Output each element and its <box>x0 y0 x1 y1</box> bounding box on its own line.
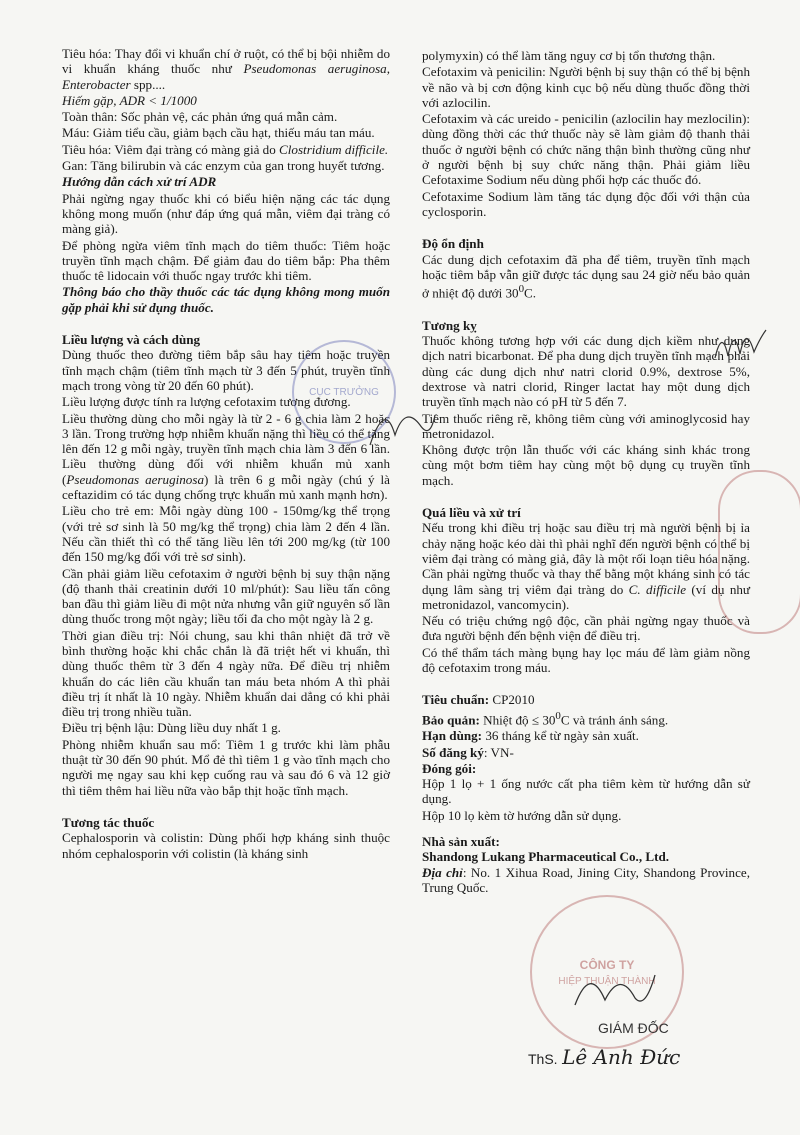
paragraph: Cefotaxim và các ureido - penicilin (azlocilin hay mezlocilin): dùng đồng thời các thứ thuốc này sẽ làm giảm độ thanh thải thuốc ở người bệnh có chức năng thận bình thường cũng như ở người bệnh bị suy chức năng thận. Phải giảm liều Cefotaxime Sodium nếu dùng phối hợp các thuốc đó. <box>422 111 750 188</box>
paragraph: Tiêu hóa: Thay đổi vi khuẩn chí ở ruột, có thể bị bội nhiễm do vi khuẩn kháng thuốc như Pseudomonas aeruginosa, Enterobacter spp.... <box>62 46 390 92</box>
paragraph: Không được trộn lẫn thuốc với các kháng sinh khác trong cùng một bơm tiêm hay cùng một bộ dụng cụ truyền tĩnh mạch. <box>422 442 750 488</box>
registration-line: Số đăng ký: VN- <box>422 744 514 760</box>
manufacturer-address: Địa chỉ: No. 1 Xihua Road, Jining City, Shandong Province, Trung Quốc. <box>422 864 750 895</box>
manufacturer-name: Shandong Lukang Pharmaceutical Co., Ltd. <box>422 849 670 865</box>
paragraph: Hộp 10 lọ kèm tờ hướng dẫn sử dụng. <box>422 807 622 823</box>
director-title: GIÁM ĐỐC <box>598 1020 669 1036</box>
packaging-heading: Đóng gói: <box>422 760 477 776</box>
paragraph: Thời gian điều trị: Nói chung, sau khi thân nhiệt đã trở về bình thường hoặc khi chắc chắn là đã triệt hết vi khuẩn, thì dùng thuốc thêm từ 3 đến 4 ngày nữa. Để điều trị nhiễm khuẩn do các liên cầu khuẩn tan máu beta nhóm A thì phải điều trị ít nhất là 10 ngày. Nhiễm khuẩn dai dẳng có khi phải điều trị trong nhiều tuần. <box>62 627 390 720</box>
section-heading-dosage: Liều lượng và cách dùng <box>62 332 201 348</box>
paragraph: Các dung dịch cefotaxim đã pha để tiêm, truyền tĩnh mạch hoặc tiêm bắp vẫn giữ được tác dụng sau 24 giờ nếu bảo quản ở nhiệt độ dưới $30^0C$. <box>422 251 750 301</box>
paragraph: Hộp 1 lọ + 1 ống nước cất pha tiêm kèm từ hướng dẫn sử dụng. <box>422 776 750 807</box>
paragraph: Liều lượng được tính ra lượng cefotaxim tương đương. <box>62 394 351 410</box>
paragraph: Tiêu hóa: Viêm đại tràng có màng giả do Clostridium difficile. <box>62 141 389 157</box>
rare-effects-label: Hiếm gặp, ADR < 1/1000 <box>62 92 197 108</box>
paragraph: Cefotaxim và penicilin: Người bệnh bị suy thận có thể bị bệnh về não và bị cơn động kinh cục bộ nếu dùng thuốc đồng thời với azlocilin. <box>422 64 750 110</box>
signature-icon <box>570 960 660 1020</box>
paragraph: Cần phải giảm liều cefotaxim ở người bệnh bị suy thận nặng (độ thanh thải creatinin dưới 10 ml/phút): Sau liều tấn công ban đầu thì giảm liều đi một nửa nhưng vẫn giữ nguyên số lần dùng thuốc trong một ngày; liều tối đa cho một ngày là 2 g. <box>62 565 390 627</box>
paragraph: Tiêm thuốc riêng rẽ, không tiêm cùng với aminoglycosid hay metronidazol. <box>422 410 750 441</box>
paragraph: Liều cho trẻ em: Mỗi ngày dùng 100 - 150mg/kg thể trọng (với trẻ sơ sinh là 50 mg/kg thể trọng) chia làm 2 đến 4 lần. Nếu cần thiết thì có thể tăng liều lên tới 200 mg/kg (từ 100 đến 150 mg/kg đối với trẻ sơ sinh). <box>62 503 390 565</box>
director-name: ThS. Lê Anh Đức <box>528 1045 681 1069</box>
expiry-line: Hạn dùng: 36 tháng kể từ ngày sản xuất. <box>422 728 639 744</box>
paragraph: Dùng thuốc theo đường tiêm bắp sâu hay tiêm hoặc truyền tĩnh mạch chậm (tiêm tĩnh mạch từ 3 đến 5 phút, truyền tĩnh mạch trong vòng từ 20 đến 60 phút). <box>62 347 390 393</box>
paragraph: polymyxin) có thể làm tăng nguy cơ bị tổn thương thận. <box>422 48 716 63</box>
paragraph: Gan: Tăng bilirubin và các enzym của gan trong huyết tương. <box>62 158 385 174</box>
section-heading-incompatibility: Tương kỵ <box>422 317 477 333</box>
paragraph: Phòng nhiễm khuẩn sau mổ: Tiêm 1 g trước khi làm phẫu thuật từ 30 đến 90 phút. Mổ đẻ thì tiêm 1 g vào tĩnh mạch cho người mẹ ngay sau khi kẹp cuống rau và sau đó 6 và 12 giờ thì tiêm thêm hai liều nữa vào bắp thịt hoặc tĩnh mạch. <box>62 736 390 798</box>
signature-icon <box>710 318 770 368</box>
paragraph: Điều trị bệnh lậu: Dùng liều duy nhất 1 g. <box>62 720 281 736</box>
paragraph: Để phòng ngừa viêm tĩnh mạch do tiêm thuốc: Tiêm hoặc truyền tĩnh mạch chậm. Để giảm đau do tiêm bắp: Pha thêm thuốc tê lidocain với thuốc ngay trước khi tiêm. <box>62 237 390 284</box>
bureau-stamp: CỤC TRƯỞNG <box>292 340 396 444</box>
side-seal <box>718 470 800 634</box>
section-heading-overdose: Quá liều và xử trí <box>422 505 521 521</box>
section-heading-interactions: Tương tác thuốc <box>62 814 155 830</box>
section-heading-stability: Độ ổn định <box>422 236 484 252</box>
paragraph: Cefotaxime Sodium làm tăng tác dụng độc đối với thận của cyclosporin. <box>422 188 750 219</box>
paragraph: Phải ngừng ngay thuốc khi có biểu hiện nặng các tác dụng không mong muốn (như đáp ứng quá mẫn, viêm đại tràng có màng giả). <box>62 190 390 237</box>
paragraph: Thuốc không tương hợp với các dung dịch kiềm như dung dịch natri bicarbonat. Để pha dung dịch truyền tĩnh mạch phải dùng các dung dịch như natri clorid 0.9%, dextrose 5%, dextrose và natri clorid, Ringer lactat hay một dung dịch truyền tĩnh mạch nào có pH từ 5 đến 7. <box>422 333 750 410</box>
left-column <box>62 46 390 862</box>
paragraph: Nếu có triệu chứng ngộ độc, cần phải ngừng ngay thuốc và đưa người bệnh đến bệnh viện để điều trị. <box>422 613 750 644</box>
storage-line: Bảo quản: Nhiệt độ ≤ $30^0C$ và tránh ánh sáng. <box>422 709 669 727</box>
paragraph: Có thể thẩm tách màng bụng hay lọc máu để làm giảm nồng độ cefotaxim trong máu. <box>422 644 750 676</box>
right-column <box>422 48 750 896</box>
section-heading-adr: Hướng dẫn cách xử trí ADR <box>62 174 217 190</box>
paragraph: Liều thường dùng cho mỗi ngày là từ 2 - 6 g chia làm 2 hoặc 3 lần. Trong trường hợp nhiễm khuẩn nặng thì liều có thể tăng lên đến 12 g mỗi ngày, truyền tĩnh mạch chia làm 3 đến 6 lần. Liều thường dùng đối với nhiễm khuẩn mủ xanh (Pseudomonas aeruginosa) là trên 6 g mỗi ngày (chú ý là ceftazidim có tác dụng chống trực khuẩn mủ xanh mạnh hơn). <box>62 410 390 503</box>
standard-line: Tiêu chuẩn: CP2010 <box>422 692 535 708</box>
company-stamp: CÔNG TY HIỆP THUẬN THÀNH <box>530 895 684 1049</box>
paragraph: Toàn thân: Sốc phản vệ, các phản ứng quá mẫn cảm. <box>62 109 338 125</box>
paragraph: Cephalosporin và colistin: Dùng phối hợp kháng sinh thuộc nhóm cephalosporin với colistin (là kháng sinh <box>62 830 390 861</box>
signature-icon <box>360 395 440 455</box>
manufacturer-heading: Nhà sản xuất: <box>422 834 500 850</box>
paragraph: Máu: Giảm tiểu cầu, giảm bạch cầu hạt, thiếu máu tan máu. <box>62 125 375 141</box>
notice-paragraph: Thông báo cho thầy thuốc các tác dụng không mong muốn gặp phải khi sử dụng thuốc. <box>62 284 390 315</box>
paragraph: Nếu trong khi điều trị hoặc sau điều trị mà người bệnh bị ỉa chảy nặng hoặc kéo dài thì phải nghĩ đến người bệnh có thể bị viêm đại tràng có màng giả, đây là một rối loạn tiêu hóa nặng. Cần phải ngừng thuốc và thay thế bằng một kháng sinh có tác dụng lâm sàng trị viêm đại tràng do C. difficile (ví dụ như metronidazol, vancomycin). <box>422 520 751 612</box>
